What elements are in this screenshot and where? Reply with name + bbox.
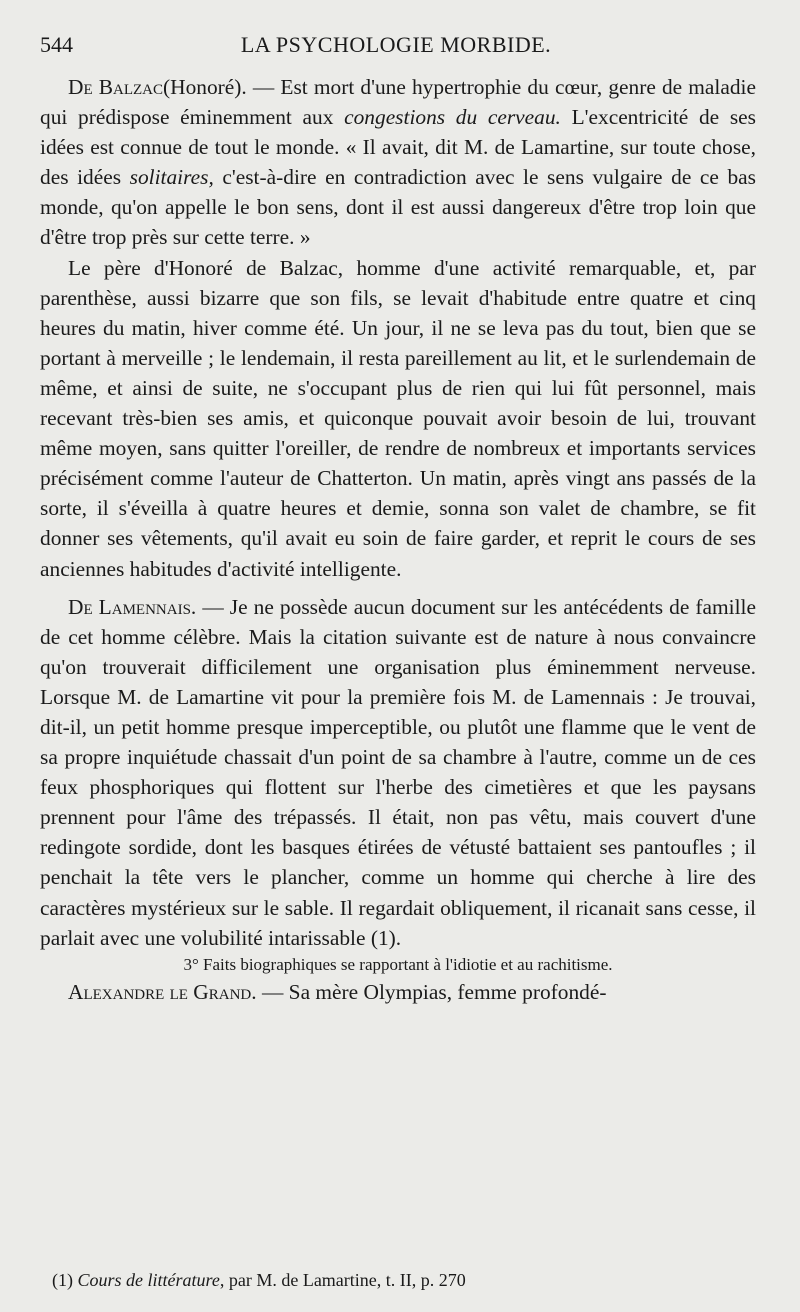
footnote xyxy=(52,1268,752,1292)
name-lamennais: De Lamennais. xyxy=(68,594,197,619)
body-text xyxy=(40,72,756,1007)
balzac-text-1: (Honoré). — Est mort d'une hypertrophie du cœur, genre de maladie qui prédispose éminemment aux xyxy=(40,75,756,130)
balzac-text-3: c'est-à-dire en contradiction avec le sens vulgaire de ce bas monde, qu'on appelle le bon sens, dont il est aussi dangereux d'être trop loin que d'être trop près sur cette terre. » xyxy=(40,165,756,250)
lamennais-text: — Je ne possède aucun document sur les antécédents de famille de cet homme célèbre. Mais la citation suivante est de nature à nous convaincre qu'on trouverait difficilement une organisation plus éminemment nerveuse. Lorsque M. de Lamartine vit pour la première fois M. de Lamennais : Je trouvai, dit-il, un petit homme presque imperceptible, ou plutôt une flamme que le vent de sa propre inquiétude chassait d'un point de sa chambre à l'autre, comme un de ces feux phosphoriques qui flottent sur l'herbe des cimetières et que les paysans prennent pour l'âme des trépassés. Il était, non pas vêtu, mais couvert d'une redingote sordide, dont les basques étirées de vétusté battaient ses pantoufles ; il penchait la tête vers le plancher, comme un homme qui cherche à lire des caractères mystérieux sur le sable. Il regardait obliquement, il ricanait sans cesse, il parlait avec une volubilité intarissable (1). xyxy=(40,594,756,950)
balzac-italic-1: congestions du cerveau. xyxy=(344,105,561,130)
running-header xyxy=(40,28,752,68)
paragraph-pere: Le père d'Honoré de Balzac, homme d'une activité remarquable, et, par parenthèse, aussi bizarre que son fils, se levait d'habitude entre quatre et cinq heures du matin, hiver comme été. Un jour, il ne se leva pas du tout, bien que se portant à merveille ; le lendemain, il resta pareillement au lit, et le surlendemain de même, et ainsi de suite, ne s'occupant plus de rien qui lui fût personnel, mais recevant très-bien ses amis, et quiconque pouvait avoir besoin de lui, trouvant même moyen, sans quitter l'oreiller, de rendre de nombreux et importants services précisément comme l'auteur de Chatterton. Un matin, après vingt ans passés de la sorte, il s'éveilla à quatre heures et demie, sonna son valet de chambre, se fit donner ses vêtements, qu'il avait eu soin de faire garder, et reprit le cours de ses anciennes habitudes d'activité intelligente. xyxy=(40,255,756,581)
paragraph-lamennais xyxy=(40,592,756,953)
paragraph-alexandre xyxy=(40,977,756,1007)
footnote-title: Cours de littérature xyxy=(77,1270,220,1290)
balzac-italic-2: solitaires, xyxy=(129,165,214,190)
footnote-rest: , par M. de Lamartine, t. II, p. 270 xyxy=(219,1270,466,1290)
running-title: LA PSYCHOLOGIE MORBIDE. xyxy=(240,32,552,57)
balzac-text-2: L'excentricité de ses idées est connue de tout le monde. « Il avait, dit M. de Lamartine, sur toute chose, des idées xyxy=(40,105,756,190)
footnote-marker: (1) xyxy=(52,1270,78,1290)
page-number: 544 xyxy=(40,32,73,57)
alexandre-text: — Sa mère Olympias, femme profondé- xyxy=(256,979,607,1004)
paragraph-balzac xyxy=(40,72,756,253)
name-balzac: De Balzac xyxy=(68,75,164,99)
section-heading: 3° Faits biographiques se rapportant à l'idiotie et au rachitisme. xyxy=(183,954,613,974)
name-alexandre: Alexandre le Grand. xyxy=(68,979,257,1004)
